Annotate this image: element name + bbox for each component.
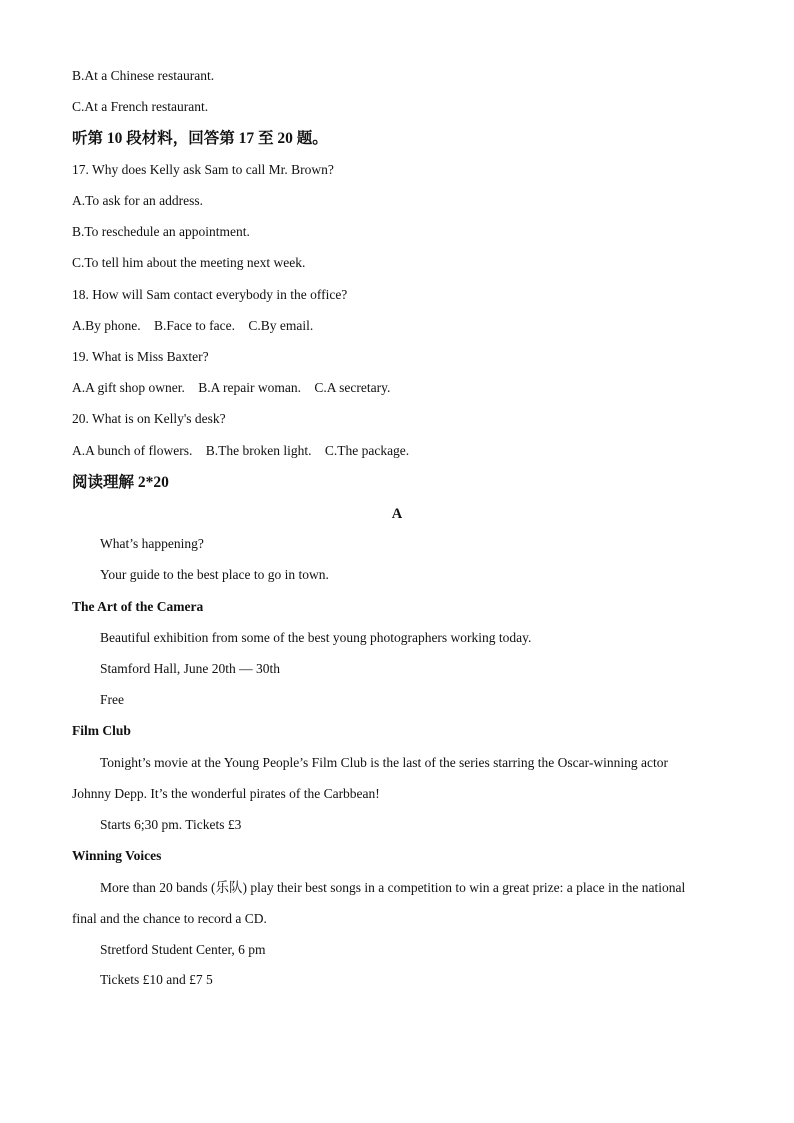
art-description: Beautiful exhibition from some of the best young photographers working today. bbox=[100, 630, 532, 645]
voices-place-time: Stretford Student Center, 6 pm bbox=[100, 942, 266, 957]
q18-option-c: C.By email. bbox=[248, 318, 314, 333]
art-place-date: Stamford Hall, June 20th — 30th bbox=[100, 661, 280, 676]
q19-option-b: B.A repair woman. bbox=[198, 380, 301, 395]
film-description-2: Johnny Depp. It’s the wonderful pirates of the Carbbean! bbox=[72, 786, 380, 801]
q20-options bbox=[72, 442, 419, 460]
art-title: The Art of the Camera bbox=[72, 599, 204, 614]
art-price: Free bbox=[100, 692, 124, 707]
q17-option-b: B.To reschedule an appointment. bbox=[72, 224, 250, 239]
voices-description-1: More than 20 bands (乐队) play their best songs in a competition to win a great prize: a place in the national bbox=[100, 880, 686, 895]
passage-letter: A bbox=[391, 506, 403, 522]
q17-option-a: A.To ask for an address. bbox=[72, 193, 204, 208]
q19-option-a: A.A gift shop owner. bbox=[72, 380, 185, 395]
q19-option-c: C.A secretary. bbox=[314, 380, 391, 395]
voices-description-2: final and the chance to record a CD. bbox=[72, 911, 267, 926]
q16-option-b: B.At a Chinese restaurant. bbox=[72, 68, 215, 83]
q17-question: 17. Why does Kelly ask Sam to call Mr. Brown? bbox=[72, 162, 334, 177]
film-description-1: Tonight’s movie at the Young People’s Film Club is the last of the series starring the Oscar-winning actor bbox=[100, 755, 668, 770]
voices-title: Winning Voices bbox=[72, 848, 162, 863]
reading-heading: 阅读理解 2*20 bbox=[72, 474, 169, 491]
voices-price: Tickets £10 and £7 5 bbox=[100, 972, 213, 987]
q20-option-c: C.The package. bbox=[324, 443, 410, 458]
q19-options bbox=[72, 379, 400, 397]
q20-question: 20. What is on Kelly's desk? bbox=[72, 411, 226, 426]
q18-option-b: B.Face to face. bbox=[154, 318, 235, 333]
q20-option-b: B.The broken light. bbox=[205, 443, 312, 458]
film-title: Film Club bbox=[72, 723, 131, 738]
q17-option-c: C.To tell him about the meeting next week. bbox=[72, 255, 306, 270]
q19-question: 19. What is Miss Baxter? bbox=[72, 349, 209, 364]
q18-options bbox=[72, 317, 323, 335]
q16-option-c: C.At a French restaurant. bbox=[72, 99, 209, 114]
intro-question: What’s happening? bbox=[100, 536, 204, 551]
q20-option-a: A.A bunch of flowers. bbox=[72, 443, 193, 458]
q18-option-a: A.By phone. bbox=[72, 318, 141, 333]
section-10-heading: 听第 10 段材料，回答第 17 至 20 题。 bbox=[72, 130, 328, 147]
film-time-price: Starts 6;30 pm. Tickets £3 bbox=[100, 817, 242, 832]
q18-question: 18. How will Sam contact everybody in the office? bbox=[72, 287, 348, 302]
intro-guide: Your guide to the best place to go in town. bbox=[100, 567, 329, 582]
